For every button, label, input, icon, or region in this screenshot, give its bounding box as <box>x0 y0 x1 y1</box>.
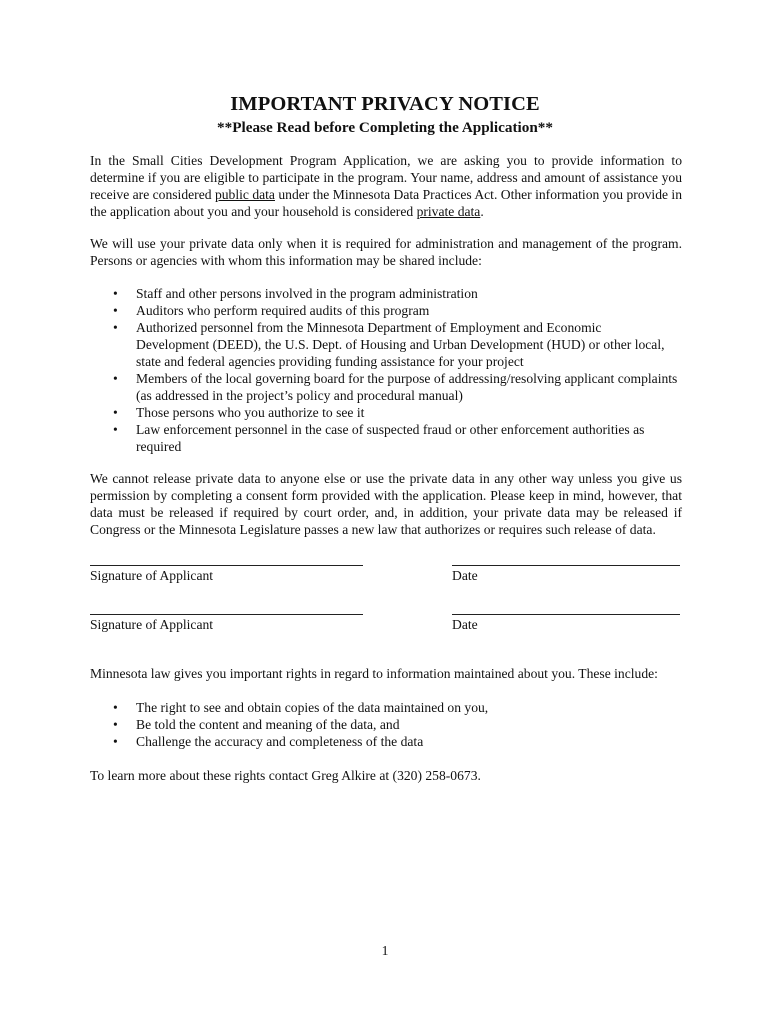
bullet-icon: • <box>113 405 118 420</box>
list-item <box>90 370 682 404</box>
list-item <box>90 699 682 716</box>
intro-text-3: . <box>480 204 484 219</box>
bullet-icon: • <box>113 700 118 715</box>
page-subtitle: **Please Read before Completing the Application** <box>217 119 553 136</box>
bullet-icon: • <box>113 734 118 749</box>
list-item-text: Auditors who perform required audits of this program <box>136 303 430 318</box>
list-item-text: The right to see and obtain copies of the data maintained on you, <box>136 700 489 715</box>
contact-line: To learn more about these rights contact Greg Alkire at (320) 258-0673. <box>90 768 481 783</box>
date-label-1: Date <box>452 568 478 583</box>
applicant-signature-label-1: Signature of Applicant <box>90 568 214 583</box>
list-item <box>90 404 682 421</box>
list-item-text: Authorized personnel from the Minnesota Department of Employment and Economic Development (DEED), the U.S. Dept. of Housing and Urban Development (HUD) or other local, state and federal agencies providing funding assistance for your project <box>136 320 665 369</box>
shared-with-list <box>90 285 682 455</box>
bullet-icon: • <box>113 422 118 437</box>
rights-intro: Minnesota law gives you important rights in regard to information maintained about you. These include: <box>90 666 658 681</box>
date-label-2: Date <box>452 617 478 632</box>
intro-paragraph <box>90 152 682 220</box>
list-item-text: Staff and other persons involved in the program administration <box>136 286 478 301</box>
intro-text-2: under the Minnesota Data Practices Act. Other information you provide in the application about you and your household is considered <box>90 187 682 219</box>
applicant-signature-line-1[interactable] <box>90 565 363 566</box>
list-item-text: Members of the local governing board for the purpose of addressing/resolving applicant complaints (as addressed in the project’s policy and procedural manual) <box>136 371 678 403</box>
list-item <box>90 421 682 455</box>
bullet-icon: • <box>113 303 118 318</box>
list-item <box>90 733 682 750</box>
page-title: IMPORTANT PRIVACY NOTICE <box>230 93 540 115</box>
bullet-icon: • <box>113 286 118 301</box>
private-data-term: private data <box>416 204 481 219</box>
list-item <box>90 302 682 319</box>
intro-text-1: In the Small Cities Development Program Application, we are asking you to provide information to determine if you are eligible to participate in the program. Your name, address and amount of assistance you receive are considered <box>90 153 682 202</box>
list-item-text: Challenge the accuracy and completeness of the data <box>136 734 424 749</box>
release-paragraph: We cannot release private data to anyone else or use the private data in any other way unless you give us permission by completing a consent form provided with the application. Please keep in mind, however, that data must be released if required by court order, and, in addition, your private data may be released if Congress or the Minnesota Legislature passes a new law that authorizes or requires such release of data. <box>90 471 682 537</box>
page-number: 1 <box>381 943 389 958</box>
list-item <box>90 285 682 302</box>
list-item-text: Law enforcement personnel in the case of suspected fraud or other enforcement authorities as required <box>136 422 645 454</box>
public-data-term: public data <box>214 187 275 202</box>
list-item <box>90 716 682 733</box>
applicant-signature-line-2[interactable] <box>90 614 363 615</box>
date-line-2[interactable] <box>452 614 680 615</box>
bullet-icon: • <box>113 371 118 386</box>
bullet-icon: • <box>113 320 118 335</box>
use-paragraph: We will use your private data only when it is required for administration and management of the program. Persons or agencies with whom this information may be shared include: <box>90 236 682 268</box>
date-line-1[interactable] <box>452 565 680 566</box>
list-item <box>90 319 682 370</box>
applicant-signature-label-2: Signature of Applicant <box>90 617 214 632</box>
bullet-icon: • <box>113 717 118 732</box>
list-item-text: Be told the content and meaning of the data, and <box>136 717 400 732</box>
list-item-text: Those persons who you authorize to see it <box>136 405 365 420</box>
rights-list <box>90 699 682 750</box>
